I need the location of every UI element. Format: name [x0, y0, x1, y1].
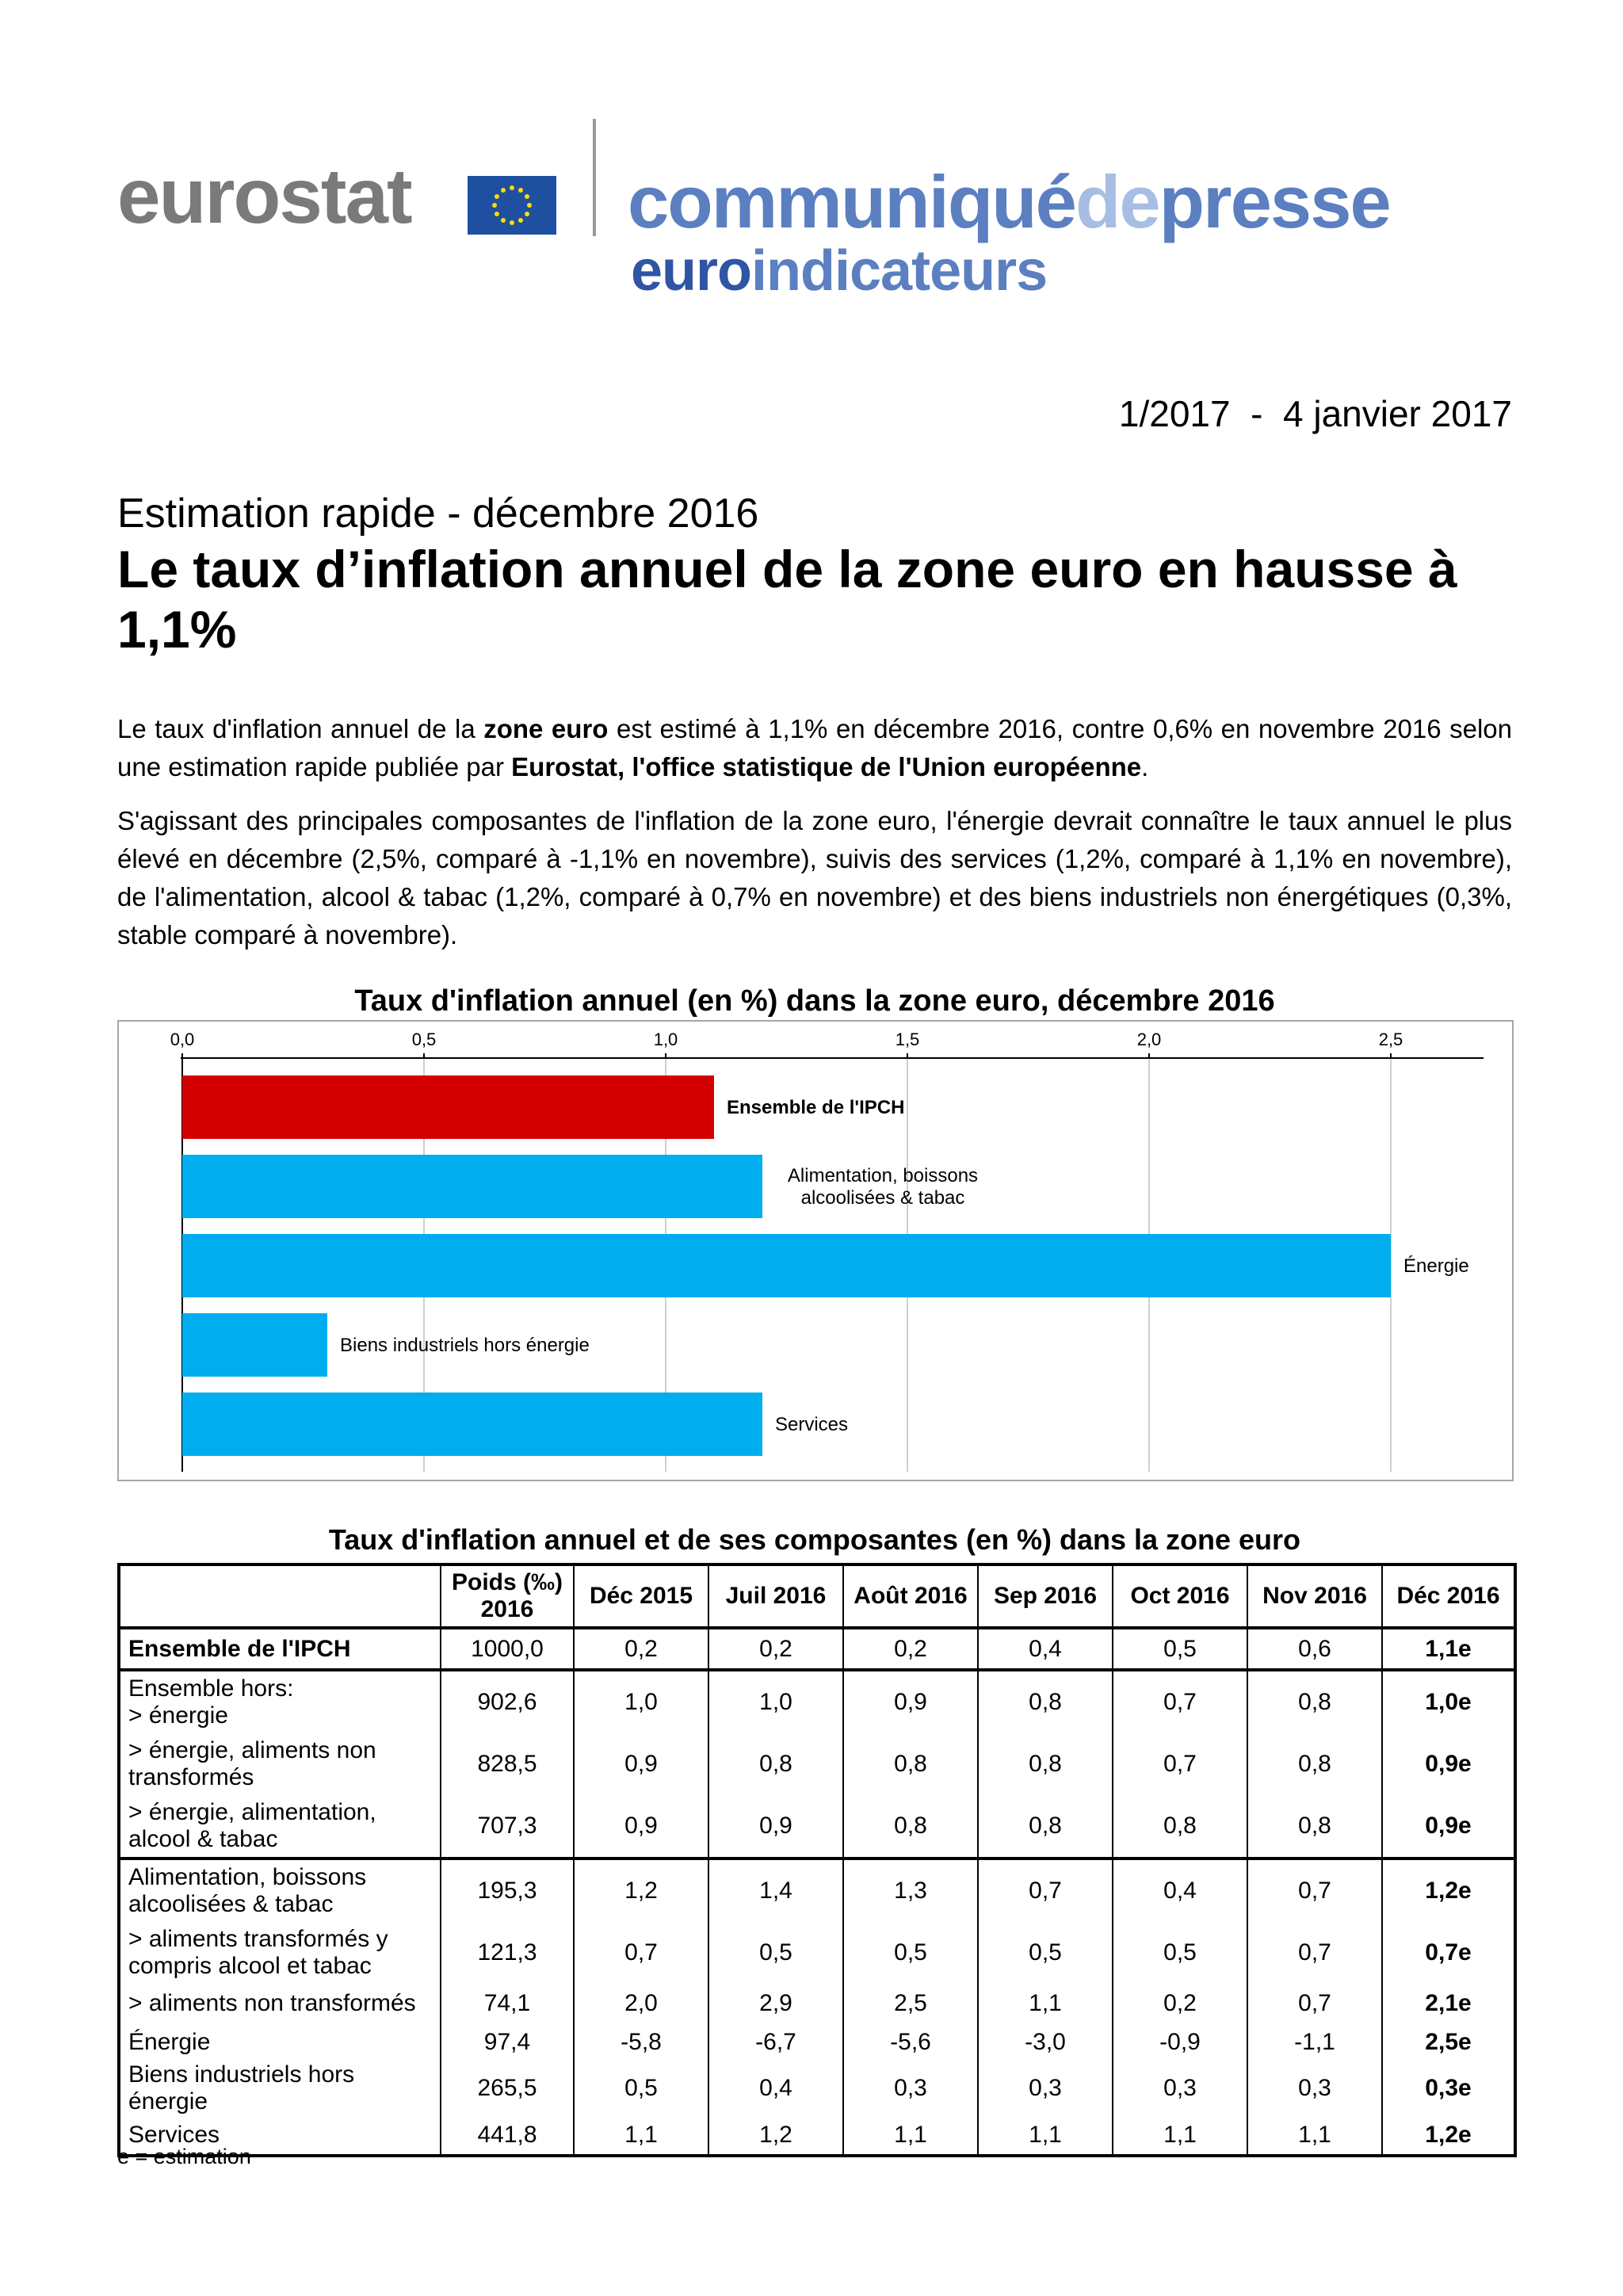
- table-row: [119, 2061, 1515, 2115]
- table-cell: 828,5: [441, 1733, 574, 1795]
- bar: [182, 1075, 714, 1139]
- table-cell: 1,2: [574, 1859, 708, 1922]
- table-cell: 0,9: [574, 1795, 708, 1859]
- flag-star: [510, 220, 514, 225]
- column-header: Oct 2016: [1113, 1564, 1247, 1628]
- flag-star: [525, 212, 529, 216]
- bar-chart: [117, 1020, 1514, 1481]
- eu-flag-stars: [468, 176, 556, 235]
- table-cell: 0,3: [978, 2061, 1113, 2115]
- bar-label: Ensemble de l'IPCH: [727, 1097, 905, 1118]
- x-tick-label: 1,0: [653, 1030, 678, 1049]
- bar-label: Services: [775, 1414, 849, 1435]
- table-cell: 0,8: [1247, 1670, 1382, 1733]
- release-number-date: 1/2017 - 4 janvier 2017: [1118, 393, 1512, 434]
- table-cell: 0,8: [978, 1795, 1113, 1859]
- table-cell: 2,5e: [1382, 2023, 1515, 2061]
- header-divider: [593, 119, 596, 236]
- flag-star: [518, 188, 523, 193]
- table-cell: -3,0: [978, 2023, 1113, 2061]
- table-cell: 1000,0: [441, 1628, 574, 1670]
- table-cell: 0,3e: [1382, 2061, 1515, 2115]
- table-cell: 0,6: [1247, 1628, 1382, 1670]
- x-tick-label: 2,5: [1378, 1030, 1403, 1049]
- table-cell: 265,5: [441, 2061, 574, 2115]
- chart-title: Taux d'inflation annuel (en %) dans la zone euro, décembre 2016: [354, 984, 1275, 1018]
- para1-text2: est estimé à 1,1% en décembre 2016, contre 0,6% en novembre 2016 selon une estimation rapide publiée par: [117, 714, 1512, 781]
- table-header-row: [119, 1564, 1515, 1628]
- bar: [182, 1155, 762, 1218]
- logo-euro: euro: [631, 239, 752, 303]
- table-cell: 0,4: [1113, 1859, 1247, 1922]
- table-footnote: e = estimation: [117, 2145, 251, 2168]
- table-cell: 902,6: [441, 1670, 574, 1733]
- table-cell: 0,2: [843, 1628, 978, 1670]
- table-cell: 0,7: [978, 1859, 1113, 1922]
- table-cell: -6,7: [708, 2023, 843, 2061]
- table-cell: 0,5: [574, 2061, 708, 2115]
- bar: [182, 1234, 1391, 1297]
- eurostat-logo: eurostat: [117, 152, 411, 239]
- row-label: Énergie: [128, 2028, 211, 2055]
- table-cell: 1,1: [1247, 2115, 1382, 2156]
- table-cell: 0,8: [1113, 1795, 1247, 1859]
- intro-paragraph: [117, 710, 1512, 786]
- para1-bold1: zone euro: [483, 714, 609, 743]
- communique-de-presse-logo: [628, 160, 1390, 243]
- flag-star: [495, 194, 499, 199]
- column-header: Déc 2015: [574, 1564, 708, 1628]
- row-label: > énergie, aliments non transformés: [128, 1737, 376, 1790]
- row-label: > énergie, alimentation, alcool & tabac: [119, 1795, 441, 1859]
- x-tick-label: 1,5: [895, 1030, 920, 1049]
- table-cell: 0,4: [708, 2061, 843, 2115]
- table-cell: 0,7: [1113, 1733, 1247, 1795]
- table-row: [119, 1984, 1515, 2023]
- para1-text1: Le taux d'inflation annuel de la: [117, 714, 484, 743]
- page-title: Le taux d’inflation annuel de la zone euro en hausse à 1,1%: [117, 540, 1457, 659]
- components-paragraph: S'agissant des principales composantes de l'inflation de la zone euro, l'énergie devrait connaître le taux annuel le plus élevé en décembre (2,5%, comparé à -1,1% en novembre), suivis des services (1,2%, comparé à 1,1% en novembre), de l'alimentation, alcool & tabac (1,2%, comparé à 0,7% en novembre) et des biens industriels non énergétiques (0,3%, stable comparé à novembre).: [117, 806, 1512, 949]
- table-cell: 1,1: [978, 1984, 1113, 2023]
- flag-star: [492, 203, 497, 208]
- table-cell: -0,9: [1113, 2023, 1247, 2061]
- table-cell: 0,5: [843, 1922, 978, 1984]
- table-cell: 2,5: [843, 1984, 978, 2023]
- x-tick-label: 2,0: [1136, 1030, 1162, 1049]
- table-cell: 0,5: [1113, 1628, 1247, 1670]
- table-row: [119, 1628, 1515, 1670]
- table-row: [119, 1670, 1515, 1733]
- table-cell: 0,8: [843, 1733, 978, 1795]
- column-header: Sep 2016: [978, 1564, 1113, 1628]
- bar: [182, 1392, 762, 1456]
- table-cell: -5,8: [574, 2023, 708, 2061]
- table-body: [119, 1628, 1515, 2156]
- row-label: Ensemble hors: > énergie: [128, 1675, 294, 1729]
- table-cell: 0,3: [843, 2061, 978, 2115]
- table-cell: 195,3: [441, 1859, 574, 1922]
- x-tick-label: 0,0: [170, 1030, 195, 1049]
- column-header: Août 2016: [843, 1564, 978, 1628]
- table-cell: 1,2: [708, 2115, 843, 2156]
- table-cell: 1,1: [843, 2115, 978, 2156]
- bar-label: alcoolisées & tabac: [800, 1187, 965, 1209]
- table-row: [119, 1733, 1515, 1795]
- table-cell: 0,9: [708, 1795, 843, 1859]
- table-cell: 1,1: [978, 2115, 1113, 2156]
- table-cell: 0,4: [978, 1628, 1113, 1670]
- table-cell: 0,3: [1247, 2061, 1382, 2115]
- para1-text3: .: [1141, 752, 1149, 781]
- logo-presse: presse: [1159, 160, 1390, 243]
- bar: [182, 1313, 327, 1377]
- table-cell: 0,2: [708, 1628, 843, 1670]
- table-title: Taux d'inflation annuel et de ses composantes (en %) dans la zone euro: [328, 1523, 1301, 1556]
- row-label: Services: [119, 2115, 441, 2156]
- table-cell: 0,8: [708, 1733, 843, 1795]
- header-corner-cell: [119, 1564, 441, 1628]
- table-row: [119, 1795, 1515, 1859]
- table-row: [119, 1922, 1515, 1984]
- column-header: Juil 2016: [708, 1564, 843, 1628]
- table-cell: 1,0: [574, 1670, 708, 1733]
- para1-bold2: Eurostat, l'office statistique de l'Union européenne: [511, 752, 1142, 781]
- table-cell: 1,2e: [1382, 2115, 1515, 2156]
- table-cell: 1,2e: [1382, 1859, 1515, 1922]
- eu-flag-icon: [468, 176, 556, 235]
- table-cell: 0,7: [1247, 1859, 1382, 1922]
- table-cell: 97,4: [441, 2023, 574, 2061]
- table-cell: 0,9e: [1382, 1795, 1515, 1859]
- table-cell: 2,9: [708, 1984, 843, 2023]
- table-row: [119, 2023, 1515, 2061]
- table-cell: 0,2: [1113, 1984, 1247, 2023]
- chart-canvas: [119, 1022, 1512, 1480]
- table-cell: 0,5: [1113, 1922, 1247, 1984]
- inflation-table: [117, 1563, 1517, 2157]
- table-cell: 0,7: [574, 1922, 708, 1984]
- table-cell: 0,8: [978, 1670, 1113, 1733]
- row-label: Alimentation, boissons alcoolisées & tabac: [128, 1864, 367, 1917]
- table-row: [119, 1859, 1515, 1922]
- table-cell: 1,3: [843, 1859, 978, 1922]
- table-cell: 0,3: [1113, 2061, 1247, 2115]
- euroindicateurs-logo: [631, 239, 1048, 303]
- flag-star: [501, 218, 506, 223]
- table-cell: 0,9: [574, 1733, 708, 1795]
- table-cell: 2,0: [574, 1984, 708, 2023]
- table-cell: -5,6: [843, 2023, 978, 2061]
- flag-star: [510, 185, 514, 190]
- table-cell: 121,3: [441, 1922, 574, 1984]
- row-label: > aliments transformés y compris alcool et tabac: [128, 1926, 388, 1979]
- table-cell: 0,8: [843, 1795, 978, 1859]
- flag-star: [495, 212, 499, 216]
- table-cell: 1,0e: [1382, 1670, 1515, 1733]
- table-cell: 0,5: [978, 1922, 1113, 1984]
- table-cell: 0,8: [978, 1733, 1113, 1795]
- table-cell: -1,1: [1247, 2023, 1382, 2061]
- table-row: [119, 2115, 1515, 2156]
- table-cell: 0,8: [1247, 1795, 1382, 1859]
- table-cell: 1,1: [1113, 2115, 1247, 2156]
- table-cell: 2,1e: [1382, 1984, 1515, 2023]
- table-cell: 0,8: [1247, 1733, 1382, 1795]
- table-cell: 707,3: [441, 1795, 574, 1859]
- table-cell: 0,7: [1247, 1922, 1382, 1984]
- table-cell: 0,7: [1113, 1670, 1247, 1733]
- table-cell: 1,1e: [1382, 1628, 1515, 1670]
- bar-label: Biens industriels hors énergie: [340, 1335, 590, 1356]
- table-cell: 1,1: [574, 2115, 708, 2156]
- column-header: Déc 2016: [1382, 1564, 1515, 1628]
- table-cell: 0,5: [708, 1922, 843, 1984]
- flag-star: [525, 194, 529, 199]
- logo-indicateurs: indicateurs: [751, 239, 1048, 303]
- table-cell: 0,7e: [1382, 1922, 1515, 1984]
- logo-de: de: [1075, 160, 1159, 243]
- flag-star: [518, 218, 523, 223]
- x-tick-label: 0,5: [411, 1030, 437, 1049]
- column-header: Poids (‰) 2016: [441, 1564, 574, 1628]
- logo-communique: communiqué: [628, 160, 1075, 243]
- table-cell: 0,7: [1247, 1984, 1382, 2023]
- table-cell: 74,1: [441, 1984, 574, 2023]
- table-cell: 1,0: [708, 1670, 843, 1733]
- row-label: Ensemble de l'IPCH: [119, 1628, 441, 1670]
- bar-label: Énergie: [1403, 1255, 1469, 1277]
- page-subtitle: Estimation rapide - décembre 2016: [117, 491, 759, 537]
- table-cell: 0,2: [574, 1628, 708, 1670]
- flag-star: [527, 203, 532, 208]
- column-header: Nov 2016: [1247, 1564, 1382, 1628]
- bar-label: Alimentation, boissons: [787, 1165, 979, 1186]
- table-cell: 0,9e: [1382, 1733, 1515, 1795]
- flag-star: [501, 188, 506, 193]
- table-cell: 441,8: [441, 2115, 574, 2156]
- table-cell: 1,4: [708, 1859, 843, 1922]
- table-cell: 0,9: [843, 1670, 978, 1733]
- row-label: > aliments non transformés: [128, 1989, 416, 2016]
- row-label: Biens industriels hors énergie: [128, 2061, 355, 2115]
